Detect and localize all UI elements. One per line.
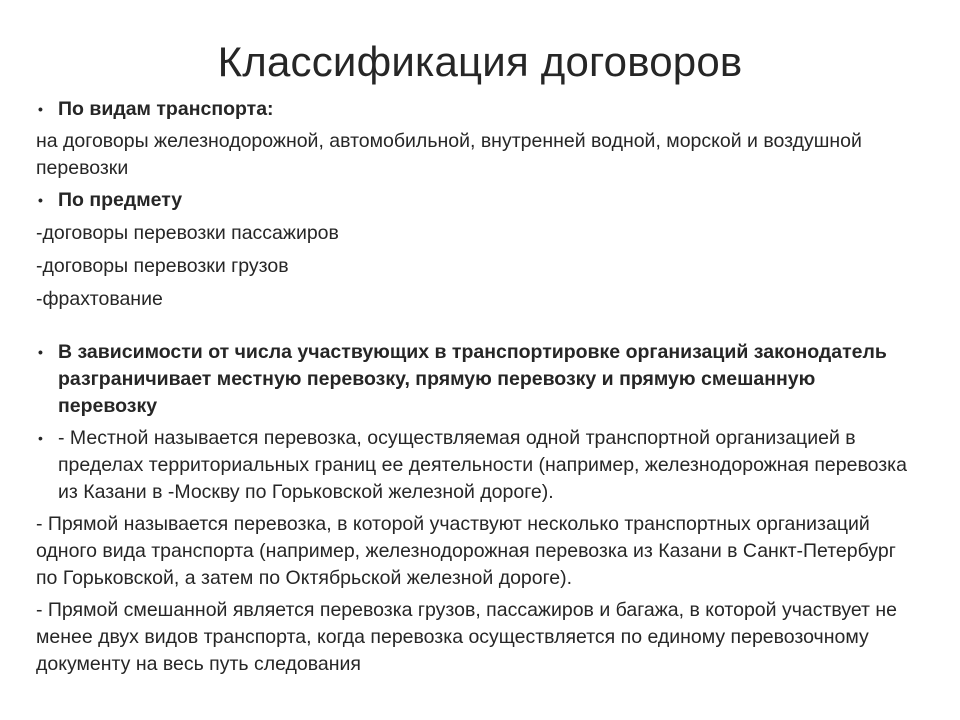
bullet-icon: • bbox=[38, 430, 43, 446]
bullet-icon: • bbox=[38, 101, 43, 117]
bullet-text: - Местной называется перевозка, осуществляемая одной транспортной организацией в пределах территориальных границ ее деятельности (например, железнодорожная перевозка из Казани в -Москву по Горьковской железной дороге). bbox=[58, 427, 907, 503]
bullet-transport-types bbox=[36, 96, 916, 123]
slide-body bbox=[36, 96, 916, 678]
line-cargo: -договоры перевозки грузов bbox=[36, 255, 289, 277]
bullet-organizations bbox=[36, 339, 916, 420]
bullet-local-transport bbox=[36, 425, 916, 506]
slide-title: Классификация договоров bbox=[217, 38, 743, 85]
paragraph-direct-transport: - Прямой называется перевозка, в которой участвуют несколько транспортных организаций одного вида транспорта (например, железнодорожная перевозка из Казани в Санкт-Петербург по Горьковской, а затем по Октябрьской железной дороге). bbox=[36, 513, 896, 589]
bullet-icon: • bbox=[38, 344, 43, 360]
bullet-icon: • bbox=[38, 192, 43, 208]
bullet-text: По предмету bbox=[58, 189, 183, 211]
bullet-text: По видам транспорта: bbox=[58, 98, 274, 120]
bullet-text: В зависимости от числа участвующих в транспортировке организаций законодатель разграничивает местную перевозку, прямую перевозку и прямую смешанную перевозку bbox=[58, 341, 887, 417]
bullet-subject bbox=[36, 187, 916, 214]
paragraph-transport-types: на договоры железнодорожной, автомобильной, внутренней водной, морской и воздушной перевозки bbox=[36, 130, 862, 179]
line-chartering: -фрахтование bbox=[36, 288, 163, 310]
line-passengers: -договоры перевозки пассажиров bbox=[36, 222, 339, 244]
paragraph-mixed-transport: - Прямой смешанной является перевозка грузов, пассажиров и багажа, в которой участвует не менее двух видов транспорта, когда перевозка осуществляется по единому перевозочному документу на весь путь следования bbox=[36, 599, 898, 675]
